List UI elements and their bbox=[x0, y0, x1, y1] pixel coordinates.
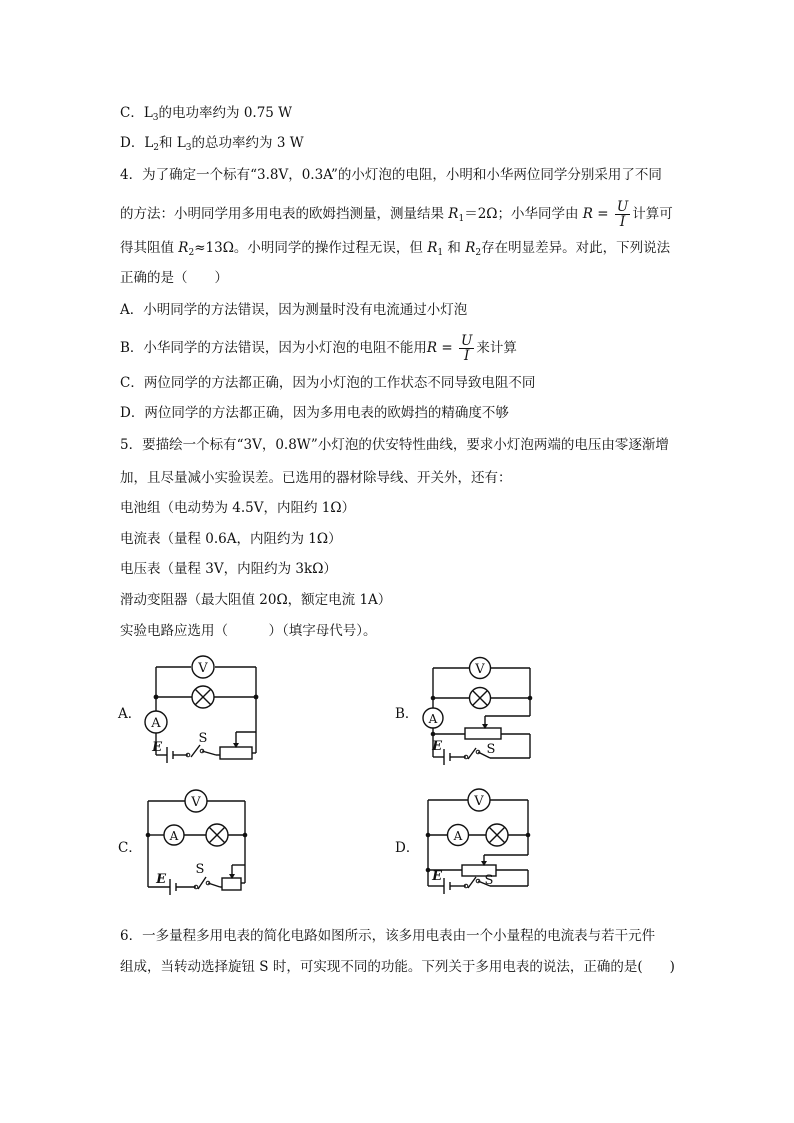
circuit-label-c: C． bbox=[118, 840, 142, 856]
switch-symbol: S bbox=[195, 862, 205, 877]
q4-option-b: B．小华同学的方法错误，因为小灯泡的电阻不能用R = $\frac{U}{I}$ 来计算 bbox=[120, 333, 517, 364]
q5-stem-line7: 实验电路应选用（ ）（填字母代号）。 bbox=[120, 623, 377, 639]
voltmeter-symbol: V bbox=[474, 794, 484, 809]
q3-option-c: C．$L_3$的电功率约为 0.75 W bbox=[120, 105, 293, 123]
voltmeter-symbol: V bbox=[191, 795, 201, 810]
q4-option-c: C．两位同学的方法都正确，因为小灯泡的工作状态不同导致电阻不同 bbox=[120, 375, 536, 391]
switch-symbol: S bbox=[198, 731, 208, 746]
circuit-a bbox=[140, 650, 270, 765]
q4-option-a: A．小明同学的方法错误，因为测量时没有电流通过小灯泡 bbox=[120, 302, 468, 318]
ammeter-symbol: A bbox=[169, 829, 179, 843]
q3-option-d: D．$L_2$和 $L_3$的总功率约为 3 W bbox=[120, 135, 304, 153]
q4-stem-line2: 的方法：小明同学用多用电表的欧姆挡测量，测量结果 $R_1=2\Omega$；小华同学由 R = $\frac{U}{I}$ 计算可 bbox=[120, 199, 673, 230]
circuit-c bbox=[140, 785, 270, 897]
q4-option-d: D．两位同学的方法都正确，因为多用电表的欧姆挡的精确度不够 bbox=[120, 405, 509, 421]
circuit-d bbox=[418, 785, 548, 897]
q6-stem-line1: 6．一多量程多用电表的简化电路如图所示，该多用电表由一个小量程的电流表与若干元件 bbox=[120, 928, 656, 944]
circuit-label-d: D． bbox=[395, 840, 420, 856]
q4-stem-line1: 4．为了确定一个标有“3.8V，0.3A”的小灯泡的电阻，小明和小华两位同学分别采用了不同 bbox=[120, 167, 662, 183]
switch-symbol: S bbox=[486, 742, 496, 757]
switch-symbol: S bbox=[484, 873, 494, 888]
q5-item-rheostat: 滑动变阻器（最大阻值 20Ω，额定电流 1A） bbox=[120, 592, 392, 608]
battery-symbol: E bbox=[432, 739, 442, 754]
battery-symbol: E bbox=[432, 869, 442, 884]
q5-stem-line1: 5．要描绘一个标有“3V，0.8W”小灯泡的伏安特性曲线，要求小灯泡两端的电压由零逐渐增 bbox=[120, 437, 669, 453]
q5-stem-line2: 加，且尽量减小实验误差。已选用的器材除导线、开关外，还有： bbox=[120, 470, 512, 486]
ammeter-symbol: A bbox=[453, 829, 463, 843]
ammeter-symbol: A bbox=[428, 712, 438, 726]
q5-item-battery: 电池组（电动势为 4.5V，内阻约 1Ω） bbox=[120, 500, 356, 516]
battery-symbol: E bbox=[156, 872, 166, 887]
voltmeter-symbol: V bbox=[475, 662, 485, 677]
voltmeter-symbol: V bbox=[198, 661, 208, 676]
circuit-label-a: A． bbox=[118, 706, 142, 722]
circuit-label-b: B． bbox=[395, 706, 419, 722]
battery-symbol: E bbox=[152, 740, 162, 755]
q6-stem-line2: 组成，当转动选择旋钮 S 时，可实现不同的功能。下列关于多用电表的说法，正确的是( ) bbox=[120, 959, 675, 975]
ammeter-symbol: A bbox=[151, 716, 161, 731]
q4-stem-line4: 正确的是（ ） bbox=[120, 270, 228, 286]
q5-item-voltmeter: 电压表（量程 3V，内阻约为 3kΩ） bbox=[120, 561, 337, 577]
formula-r-u-over-i: R = $\frac{U}{I}$ bbox=[582, 199, 629, 230]
q5-item-ammeter: 电流表（量程 0.6A，内阻约为 1Ω） bbox=[120, 531, 342, 547]
q4-stem-line3: 得其阻值 $R_2\approx 13\Omega$。小明同学的操作过程无误，但 $R_1$ 和 $R_2$存在明显差异。对此，下列说法 bbox=[120, 240, 671, 258]
circuit-b bbox=[418, 652, 548, 770]
